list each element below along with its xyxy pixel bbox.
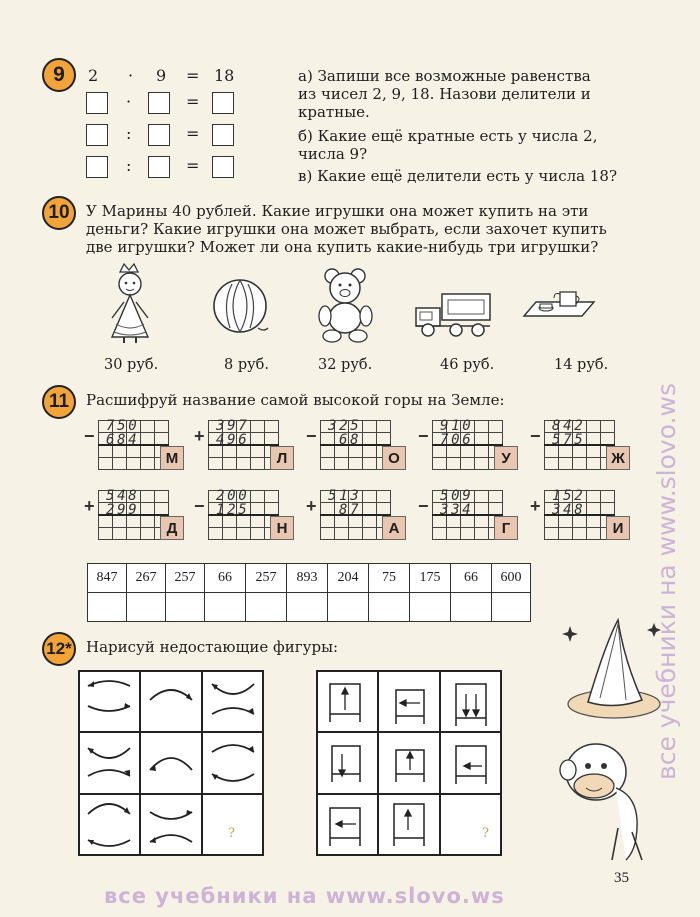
bottom-number: 348 [552,502,586,518]
operation-sign: + [530,496,541,516]
bottom-number: 125 [216,502,250,518]
bottom-number: 87 [339,502,362,518]
top-number: 513 [328,488,362,504]
page-number: 35 [614,870,629,886]
cipher-letter: А [382,516,406,540]
bottom-number: 706 [440,432,474,448]
task-number-9: 9 [42,58,76,92]
answer-cell[interactable] [127,593,166,622]
cipher-letter: У [494,446,518,470]
answer-cell[interactable] [369,593,410,622]
watermark-bottom: все учебники на www.slovo.ws [104,884,505,908]
answer-cell[interactable] [410,593,451,622]
answer-box[interactable] [148,156,170,178]
equation-op: · [128,66,134,85]
cipher-letter: М [160,446,184,470]
doll-icon [98,262,162,346]
answer-box[interactable] [212,124,234,146]
task10-text-1: У Марины 40 рублей. Какие игрушки она может купить на эти [86,202,589,220]
code-number: 600 [492,564,531,593]
decode-table [87,563,531,622]
equation-b: 9 [156,66,167,85]
code-number: 847 [88,564,127,593]
code-number: 66 [205,564,246,593]
ball-icon [208,276,274,338]
answer-cell[interactable] [166,593,205,622]
task-number-12: 12* [42,632,76,666]
answer-box[interactable] [86,92,108,114]
code-number: 893 [287,564,328,593]
answer-box[interactable] [212,92,234,114]
task10-text-2: деньги? Какие игрушки она может выбрать, если захочет купить [86,220,607,238]
cipher-letter: О [382,446,406,470]
task9-text-b1: б) Какие ещё кратные есть у числа 2, [298,127,598,145]
teddy-bear-icon [312,262,382,346]
operation-sign: + [84,496,95,516]
bottom-number: 575 [552,432,586,448]
task-number-11: 11 [42,385,76,419]
top-number: 842 [552,418,586,434]
answer-cell[interactable] [492,593,531,622]
answer-cell[interactable] [451,593,492,622]
answer-box[interactable] [212,156,234,178]
square-arrow-grid [316,670,502,856]
bottom-number: 299 [106,502,140,518]
answer-cell[interactable] [88,593,127,622]
toy-price: 14 руб. [554,357,609,373]
row-eq: = [186,92,200,111]
bottom-number: 684 [106,432,140,448]
cipher-letter: И [606,516,630,540]
row-op: : [126,156,132,175]
code-number: 257 [246,564,287,593]
code-number: 204 [328,564,369,593]
toy-truck-icon [412,286,496,342]
code-number: 75 [369,564,410,593]
toy-price: 30 руб. [104,357,159,373]
code-number: 257 [166,564,205,593]
answer-cell[interactable] [287,593,328,622]
operation-sign: + [306,496,317,516]
equation-c: 18 [214,66,235,85]
top-number: 200 [216,488,250,504]
operation-sign: − [418,496,429,516]
task9-text-c: в) Какие ещё делители есть у числа 18? [298,167,617,185]
operation-sign: − [84,426,95,446]
row-eq: = [186,156,200,175]
answer-cell[interactable] [246,593,287,622]
answer-box[interactable] [86,156,108,178]
task9-text-a1: а) Запиши все возможные равенства [298,67,591,85]
task11-title: Расшифруй название самой высокой горы на Земле: [86,391,505,409]
bottom-number: 68 [339,432,362,448]
cipher-letter: Г [494,516,518,540]
answer-box[interactable] [148,124,170,146]
row-op: : [126,124,132,143]
task9-text-a3: кратные. [298,103,370,121]
top-number: 152 [552,488,586,504]
answer-box[interactable] [86,124,108,146]
toy-price: 46 руб. [440,357,495,373]
row-op: · [126,92,132,111]
operation-sign: − [306,426,317,446]
cipher-letter: Ж [606,446,630,470]
task10-text-3: две игрушки? Может ли она купить какие-нибудь три игрушки? [86,238,599,256]
cipher-letter: Д [160,516,184,540]
equation-eq: = [186,66,200,85]
top-number: 910 [440,418,474,434]
cipher-letter: Н [270,516,294,540]
code-number: 66 [451,564,492,593]
top-number: 397 [216,418,250,434]
operation-sign: + [194,426,205,446]
row-eq: = [186,124,200,143]
missing-figure-mark: ? [482,826,489,841]
answer-cell[interactable] [205,593,246,622]
cipher-letter: Л [270,446,294,470]
tea-set-icon [520,286,600,330]
operation-sign: − [418,426,429,446]
code-number: 267 [127,564,166,593]
operation-sign: − [530,426,541,446]
bottom-number: 334 [440,502,474,518]
monkey-icon [556,728,656,868]
equation-a: 2 [88,66,99,85]
missing-figure-mark: ? [228,826,235,841]
top-number: 750 [106,418,140,434]
toy-price: 32 руб. [318,357,373,373]
top-number: 548 [106,488,140,504]
task9-text-b2: числа 9? [298,145,368,163]
arc-pattern-grid [78,670,264,856]
toy-price: 8 руб. [224,357,269,373]
answer-cell[interactable] [328,593,369,622]
bottom-number: 496 [216,432,250,448]
code-number: 175 [410,564,451,593]
top-number: 509 [440,488,474,504]
watermark-side: все учебники на www.slovo.ws [652,383,681,780]
operation-sign: − [194,496,205,516]
top-number: 325 [328,418,362,434]
answer-box[interactable] [148,92,170,114]
task-number-10: 10 [42,196,76,230]
task12-title: Нарисуй недостающие фигуры: [86,638,339,656]
task9-text-a2: из чисел 2, 9, 18. Назови делители и [298,85,591,103]
